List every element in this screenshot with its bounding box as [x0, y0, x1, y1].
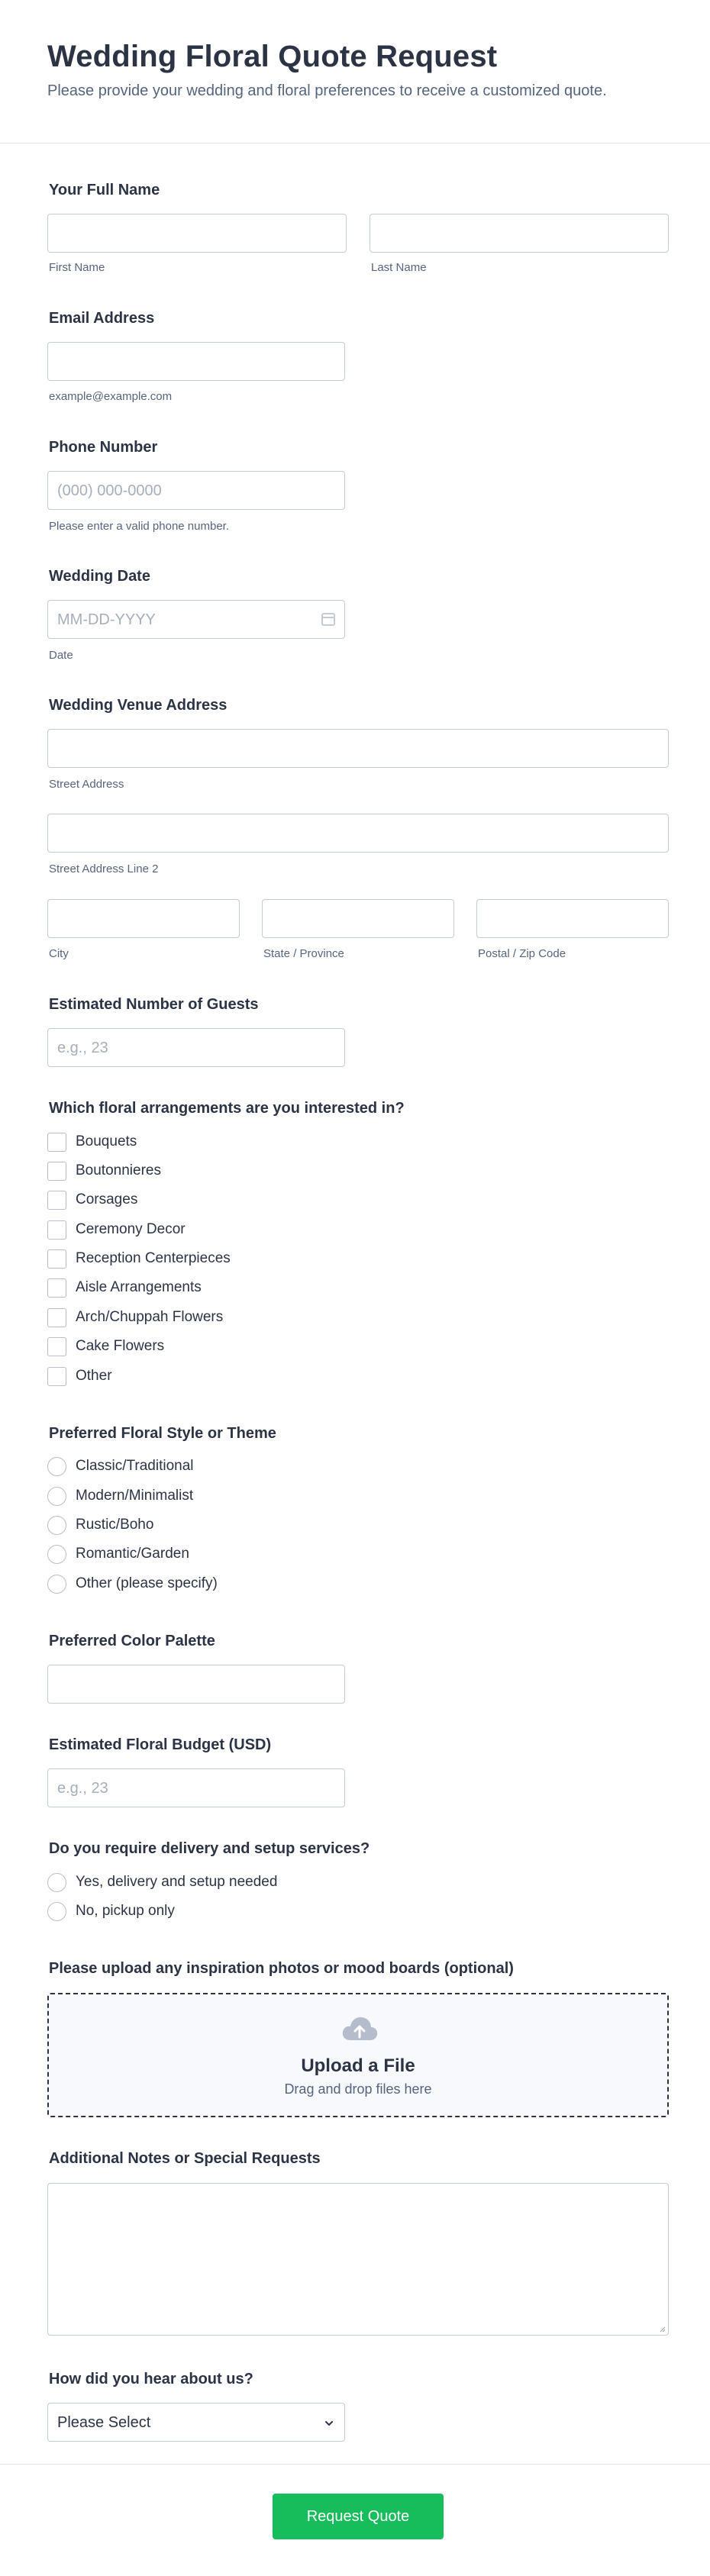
- checkbox[interactable]: [47, 1278, 66, 1298]
- radio-label[interactable]: Rustic/Boho: [76, 1517, 154, 1533]
- street-address-line2-input[interactable]: [47, 814, 669, 853]
- last-name-sublabel: Last Name: [371, 261, 427, 274]
- radio-label[interactable]: Classic/Traditional: [76, 1458, 194, 1474]
- radio-label[interactable]: No, pickup only: [76, 1903, 175, 1919]
- arrangements-label: Which floral arrangements are you interested in?: [49, 1100, 405, 1117]
- budget-label: Estimated Floral Budget (USD): [49, 1736, 272, 1753]
- venue-address-label: Wedding Venue Address: [49, 697, 228, 714]
- zip-sublabel: Postal / Zip Code: [478, 947, 566, 960]
- first-name-input[interactable]: [47, 214, 347, 253]
- radio-button[interactable]: [47, 1873, 66, 1892]
- radio-button[interactable]: [47, 1902, 66, 1921]
- chevron-down-icon: [324, 2419, 334, 2428]
- budget-input[interactable]: [47, 1768, 345, 1807]
- budget-placeholder: e.g., 23: [57, 1780, 108, 1797]
- color-palette-label: Preferred Color Palette: [49, 1633, 215, 1649]
- email-label: Email Address: [49, 310, 155, 327]
- checkbox[interactable]: [47, 1337, 66, 1356]
- calendar-icon[interactable]: [321, 613, 335, 626]
- checkbox[interactable]: [47, 1249, 66, 1269]
- checkbox[interactable]: [47, 1308, 66, 1327]
- email-sublabel: example@example.com: [49, 390, 173, 403]
- upload-subtitle: Drag and drop files here: [284, 2081, 432, 2097]
- form-header: [0, 0, 710, 143]
- checkbox[interactable]: [47, 1367, 66, 1386]
- phone-sublabel: Please enter a valid phone number.: [49, 520, 229, 533]
- radio-label[interactable]: Romantic/Garden: [76, 1546, 189, 1562]
- guests-placeholder: e.g., 23: [57, 1040, 108, 1056]
- notes-textarea[interactable]: [47, 2183, 669, 2336]
- city-input[interactable]: [47, 899, 240, 938]
- checkbox[interactable]: [47, 1133, 66, 1152]
- phone-input[interactable]: [47, 471, 345, 510]
- radio-label[interactable]: Other (please specify): [76, 1575, 218, 1591]
- phone-placeholder: (000) 000-0000: [57, 482, 162, 499]
- referral-label: How did you hear about us?: [49, 2371, 253, 2387]
- street-address-input[interactable]: [47, 729, 669, 768]
- radio-button[interactable]: [47, 1457, 66, 1476]
- file-upload-dropzone[interactable]: [47, 1993, 669, 2117]
- wedding-date-input[interactable]: [47, 600, 345, 639]
- checkbox[interactable]: [47, 1220, 66, 1240]
- guests-input[interactable]: [47, 1028, 345, 1067]
- request-quote-button[interactable]: Request Quote: [273, 2494, 444, 2539]
- radio-button[interactable]: [47, 1487, 66, 1506]
- zip-input[interactable]: [476, 899, 669, 938]
- style-label: Preferred Floral Style or Theme: [49, 1425, 276, 1442]
- date-sublabel: Date: [49, 649, 73, 662]
- email-input[interactable]: [47, 342, 345, 381]
- first-name-sublabel: First Name: [49, 261, 105, 274]
- checkbox[interactable]: [47, 1191, 66, 1210]
- checkbox-label[interactable]: Bouquets: [76, 1133, 137, 1149]
- street-address-sublabel: Street Address: [49, 778, 124, 791]
- radio-button[interactable]: [47, 1575, 66, 1594]
- notes-label: Additional Notes or Special Requests: [49, 2150, 321, 2167]
- date-placeholder: MM-DD-YYYY: [57, 611, 156, 628]
- referral-selected-value: Please Select: [57, 2414, 151, 2431]
- street-address-line2-sublabel: Street Address Line 2: [49, 862, 159, 875]
- checkbox-label[interactable]: Aisle Arrangements: [76, 1279, 202, 1295]
- state-input[interactable]: [262, 899, 454, 938]
- form-subtitle: Please provide your wedding and floral preferences to receive a customized quote.: [47, 82, 607, 99]
- checkbox-label[interactable]: Boutonnieres: [76, 1162, 161, 1178]
- checkbox-label[interactable]: Arch/Chuppah Flowers: [76, 1309, 224, 1325]
- upload-title: Upload a File: [301, 2055, 415, 2076]
- wedding-date-label: Wedding Date: [49, 568, 150, 585]
- checkbox-label[interactable]: Other: [76, 1368, 112, 1384]
- checkbox-label[interactable]: Cake Flowers: [76, 1338, 165, 1354]
- color-palette-input[interactable]: [47, 1665, 345, 1704]
- form-title: Wedding Floral Quote Request: [47, 40, 498, 73]
- last-name-input[interactable]: [370, 214, 669, 253]
- guests-label: Estimated Number of Guests: [49, 996, 259, 1013]
- checkbox-label[interactable]: Ceremony Decor: [76, 1221, 186, 1237]
- radio-label[interactable]: Yes, delivery and setup needed: [76, 1874, 278, 1890]
- radio-label[interactable]: Modern/Minimalist: [76, 1488, 194, 1504]
- resize-handle-icon[interactable]: [658, 2325, 666, 2333]
- upload-label: Please upload any inspiration photos or mood boards (optional): [49, 1960, 514, 1977]
- phone-label: Phone Number: [49, 439, 158, 456]
- full-name-label: Your Full Name: [49, 182, 160, 198]
- state-sublabel: State / Province: [263, 947, 344, 960]
- cloud-upload-icon: [340, 2014, 379, 2045]
- city-sublabel: City: [49, 947, 69, 960]
- form-footer: [0, 2464, 710, 2576]
- checkbox-label[interactable]: Reception Centerpieces: [76, 1250, 231, 1266]
- radio-button[interactable]: [47, 1516, 66, 1535]
- checkbox-label[interactable]: Corsages: [76, 1191, 138, 1207]
- checkbox[interactable]: [47, 1162, 66, 1181]
- delivery-label: Do you require delivery and setup services?: [49, 1840, 370, 1857]
- referral-select[interactable]: [47, 2403, 345, 2442]
- radio-button[interactable]: [47, 1545, 66, 1564]
